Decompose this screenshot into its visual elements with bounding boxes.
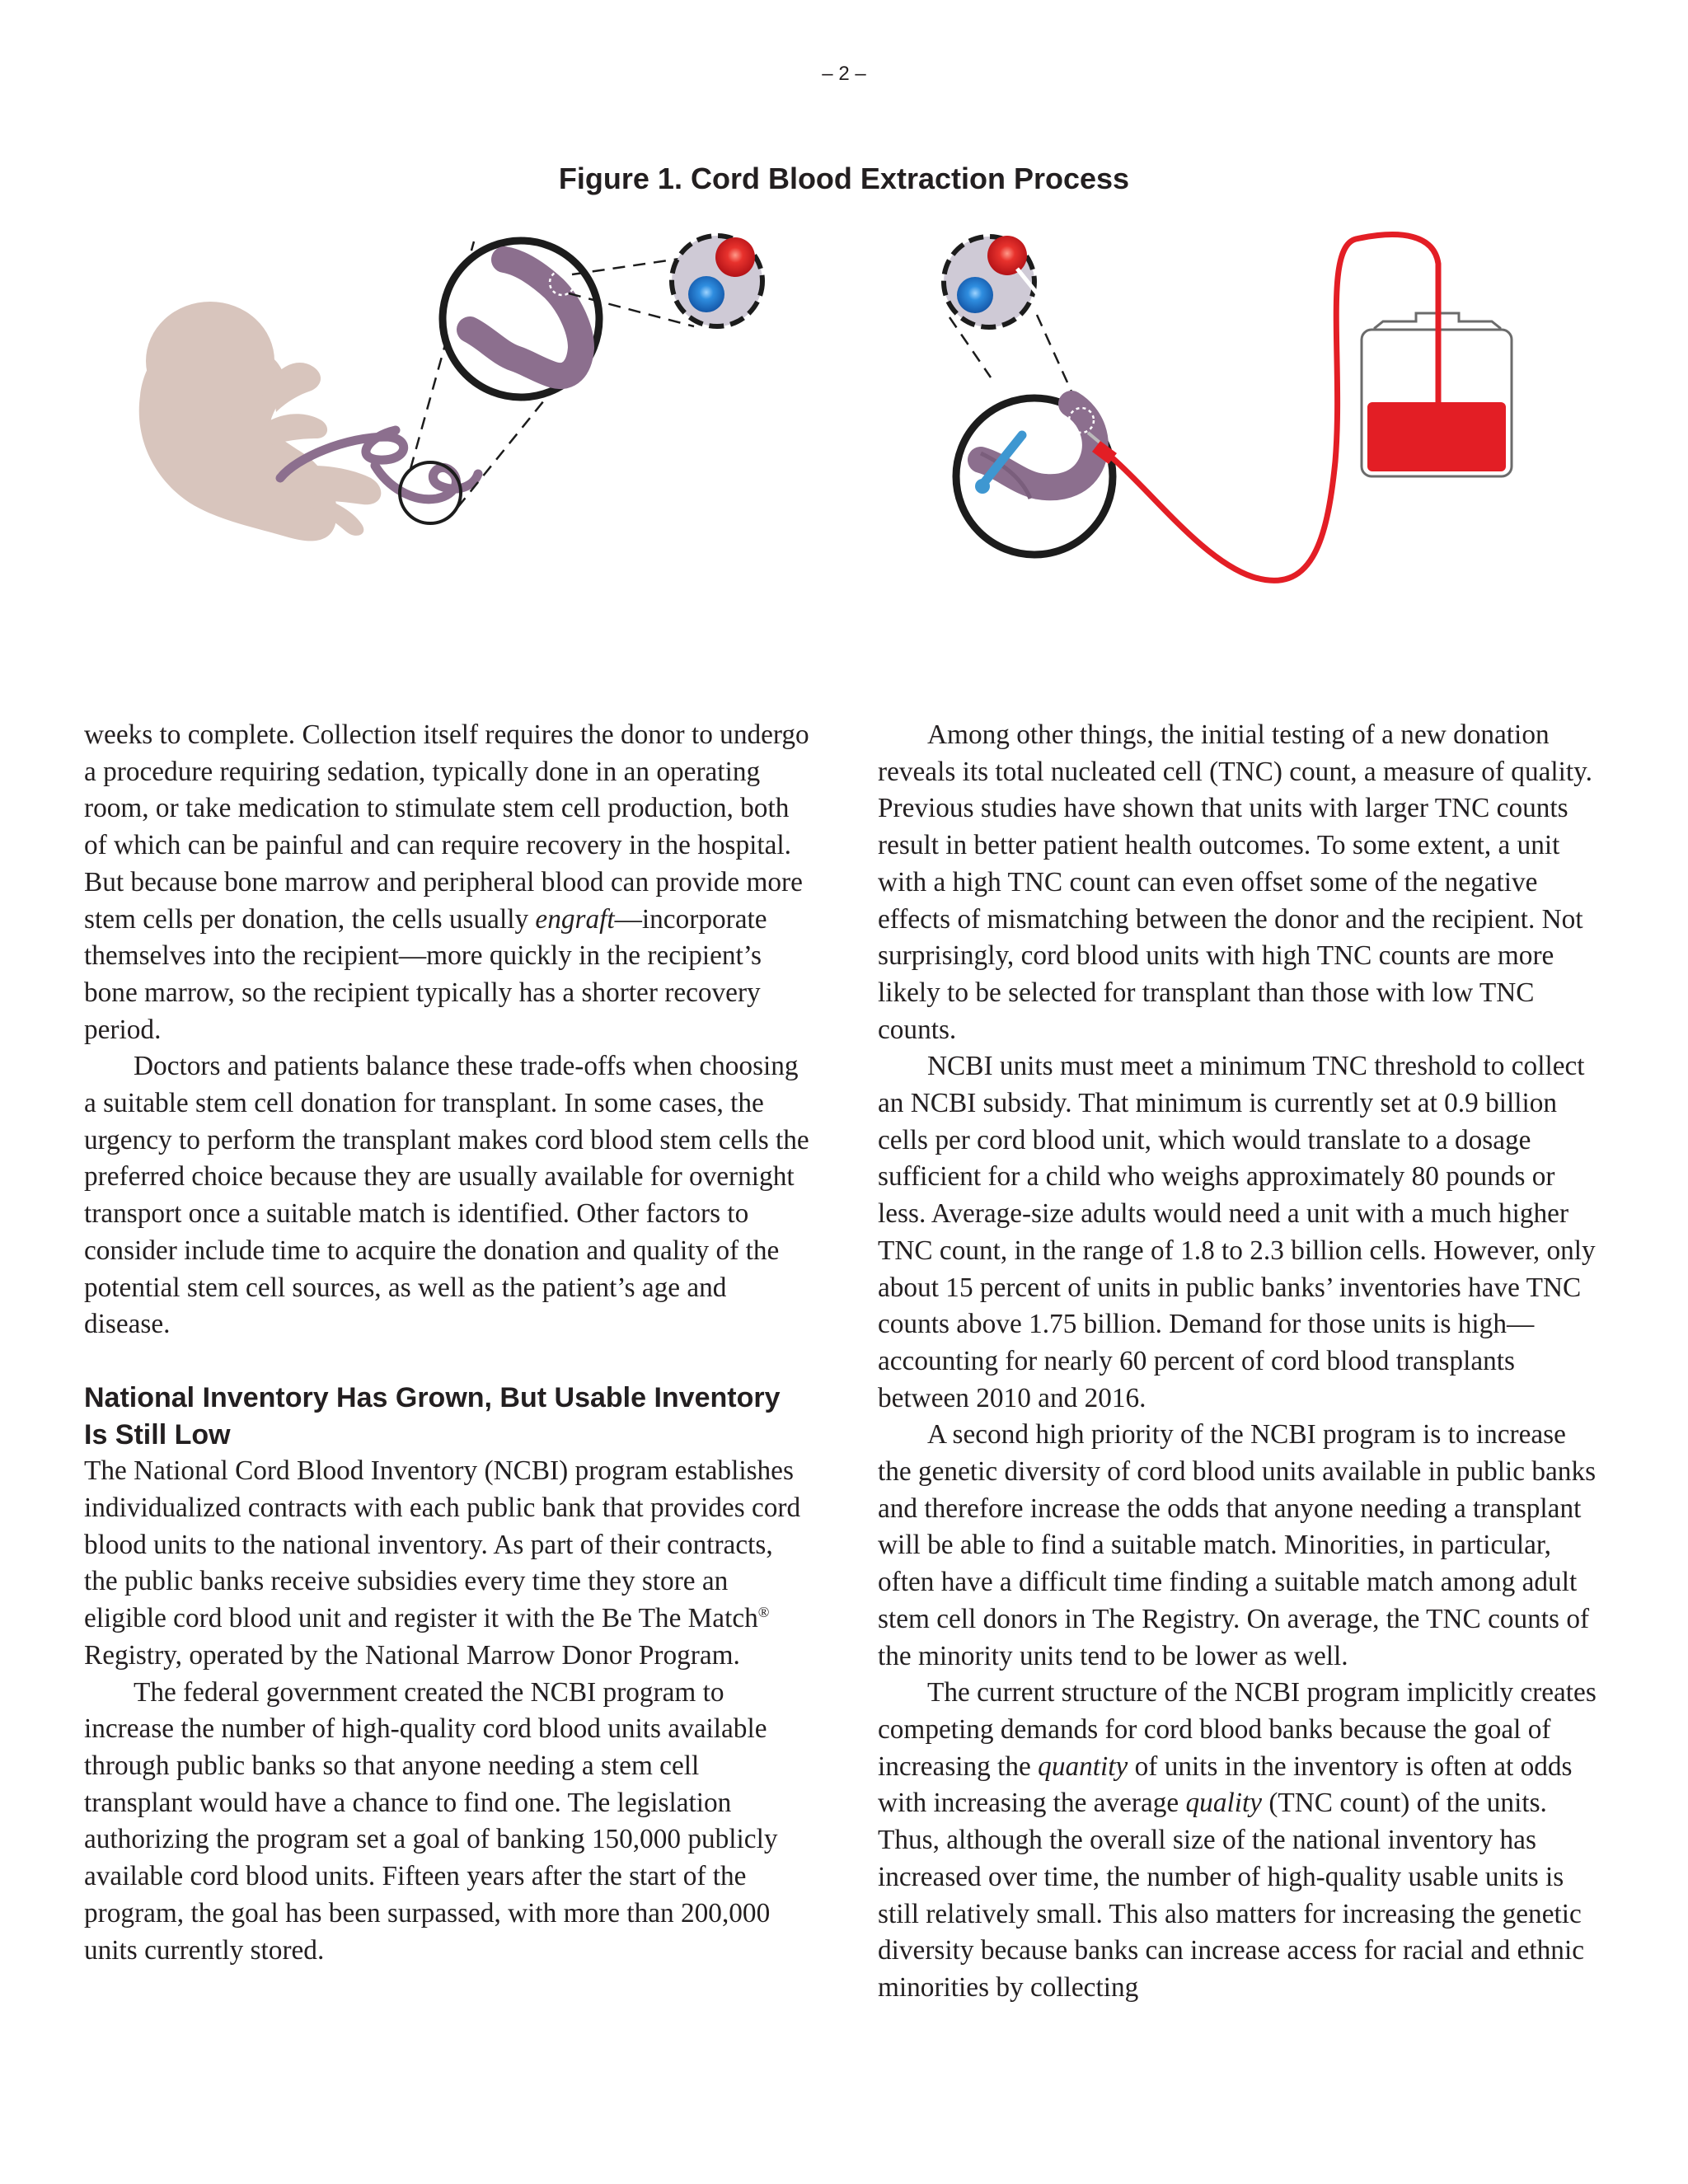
figure-title: Figure 1. Cord Blood Extraction Process — [558, 162, 1130, 195]
blood-collection-bag-icon — [1362, 264, 1512, 476]
paragraph: NCBI units must meet a minimum TNC threshold to collect an NCBI subsidy. That minimum is currently set at 0.9 billion cells per cord blood unit, which would translate to a dosage sufficient for a child who weighs approximately 80 pounds or less. Average-size adults would need a unit with a much higher TNC count, in the range of 1.8 to 2.3 billion cells. However, only about 15 percent of units in public banks’ inventories have TNC counts above 1.75 billion. Demand for those units is high—accounting for nearly 60 percent of cord blood transplants between 2010 and 2016. — [878, 1051, 1596, 1413]
emphasis: quantity — [1038, 1750, 1128, 1782]
magnifier-circle — [400, 241, 694, 523]
registered-mark: ® — [757, 1604, 770, 1621]
paragraph: The federal government created the NCBI program to increase the number of high-quality cord blood units available through public banks so that anyone needing a stem cell transplant would have a chance to find one. The legislation authorizing the program set a goal of banking 150,000 publicly available cord blood units. Fifteen years after the start of the program, the goal has been surpassed, with more than 200,000 units currently stored. — [84, 1676, 778, 1966]
paragraph: Among other things, the initial testing of a new donation reveals its total nucleated cell (TNC) count, a measure of quality. Previous studies have shown that units with larger TNC counts result in better patient health outcomes. To some extent, a unit with a high TNC count can even offset some of the negative effects of mismatching between the donor and the recipient. Not surprisingly, cord blood units with high TNC counts are more likely to be selected for transplant than those with low TNC counts. — [878, 719, 1592, 1045]
stem-cell-icon — [672, 236, 762, 326]
cord-blood-figure — [0, 214, 1688, 676]
paragraph: weeks to complete. Collection itself requires the donor to undergo a procedure requiring sedation, typically done in an operating room, or take medication to stimulate stem cell production, both of which can be painful and can require recovery in the hospital. But because bone marrow and peripheral blood can provide more stem cells per donation, the cells usually engraft—incorporate themselves into the recipient—more quickly in the recipient’s bone marrow, so the recipient typically has a shorter recovery period. — [84, 719, 809, 1045]
fetus-illustration — [139, 302, 382, 541]
paragraph: Doctors and patients balance these trade-offs when choosing a suitable stem cell donation for transplant. In some cases, the urgency to perform the transplant makes cord blood stem cells the preferred choice because they are usually available for overnight transport once a suitable match is identified. Other factors to consider include time to acquire the donation and quality of the potential stem cell sources, as well as the patient’s age and disease. — [84, 1051, 809, 1340]
emphasis: quality — [1185, 1788, 1262, 1819]
paragraph: A second high priority of the NCBI program is to increase the genetic diversity of cord blood units available in public banks and therefore increase the odds that anyone needing a transplant will be able to find a suitable match. Minorities, in particular, often have a difficult time finding a suitable match among adult stem cell donors in The Registry. On average, the TNC counts of the minority units tend to be lower as well. — [878, 1419, 1597, 1671]
emphasis: engraft — [535, 903, 615, 935]
section-heading: National Inventory Has Grown, But Usable Inventory Is Still Low — [84, 1381, 781, 1451]
stem-cell-icon — [944, 236, 1045, 327]
paragraph: The current structure of the NCBI program implicitly creates competing demands for cord blood banks because the goal of increasing the quantity of units in the inventory is often at odds with increasing the average quality (TNC count) of the units. Thus, although the overall size of the national inventory has increased over time, the number of high-quality usable units is still relatively small. This also matters for increasing the genetic diversity because banks can increase access for racial and ethnic minorities by collecting — [878, 1677, 1597, 2003]
paragraph: The National Cord Blood Inventory (NCBI) program establishes individualized contracts with each public bank that provides cord blood units to the national inventory. As part of their contracts, the public banks receive subsidies every time they store an eligible cord blood unit and register it with the Be The Match® Registry, operated by the National Marrow Donor Program. — [84, 1455, 801, 1671]
right-column — [878, 717, 1603, 2007]
left-column — [84, 717, 809, 1969]
page-number: – 2 – — [822, 63, 866, 85]
